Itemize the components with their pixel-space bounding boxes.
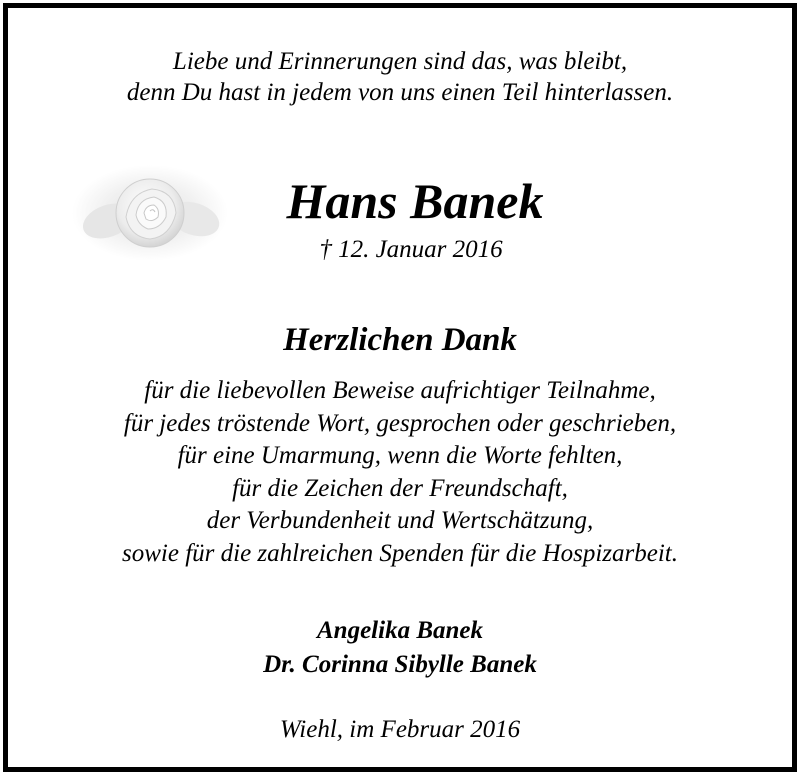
thanks-line: für eine Umarmung, wenn die Worte fehlten, bbox=[177, 442, 623, 470]
death-date: † 12. Januar 2016 bbox=[319, 236, 503, 263]
motto-line: Liebe und Erinnerungen sind das, was bleibt, bbox=[172, 48, 628, 75]
motto-quote bbox=[8, 46, 792, 108]
signers bbox=[8, 614, 792, 682]
thanks-line: für die Zeichen der Freundschaft, bbox=[232, 474, 568, 502]
motto-line: denn Du hast in jedem von uns einen Teil hinterlassen. bbox=[126, 79, 674, 106]
obituary-frame bbox=[3, 3, 797, 772]
thanks-heading: Herzlichen Dank bbox=[283, 322, 517, 358]
thanks-text bbox=[8, 375, 792, 571]
signer-name: Angelika Banek bbox=[317, 617, 483, 644]
deceased-name: Hans Banek bbox=[286, 173, 544, 229]
signer-name: Dr. Corinna Sibylle Banek bbox=[263, 651, 537, 678]
thanks-line: für die liebevollen Beweise aufrichtiger Teilnahme, bbox=[144, 377, 656, 404]
place-date: Wiehl, im Februar 2016 bbox=[279, 716, 521, 743]
thanks-line: für jedes tröstende Wort, gesprochen oder geschrieben, bbox=[123, 409, 677, 437]
thanks-line: der Verbundenheit und Wertschätzung, bbox=[206, 507, 594, 535]
thanks-line: sowie für die zahlreichen Spenden für die Hospizarbeit. bbox=[122, 539, 678, 567]
